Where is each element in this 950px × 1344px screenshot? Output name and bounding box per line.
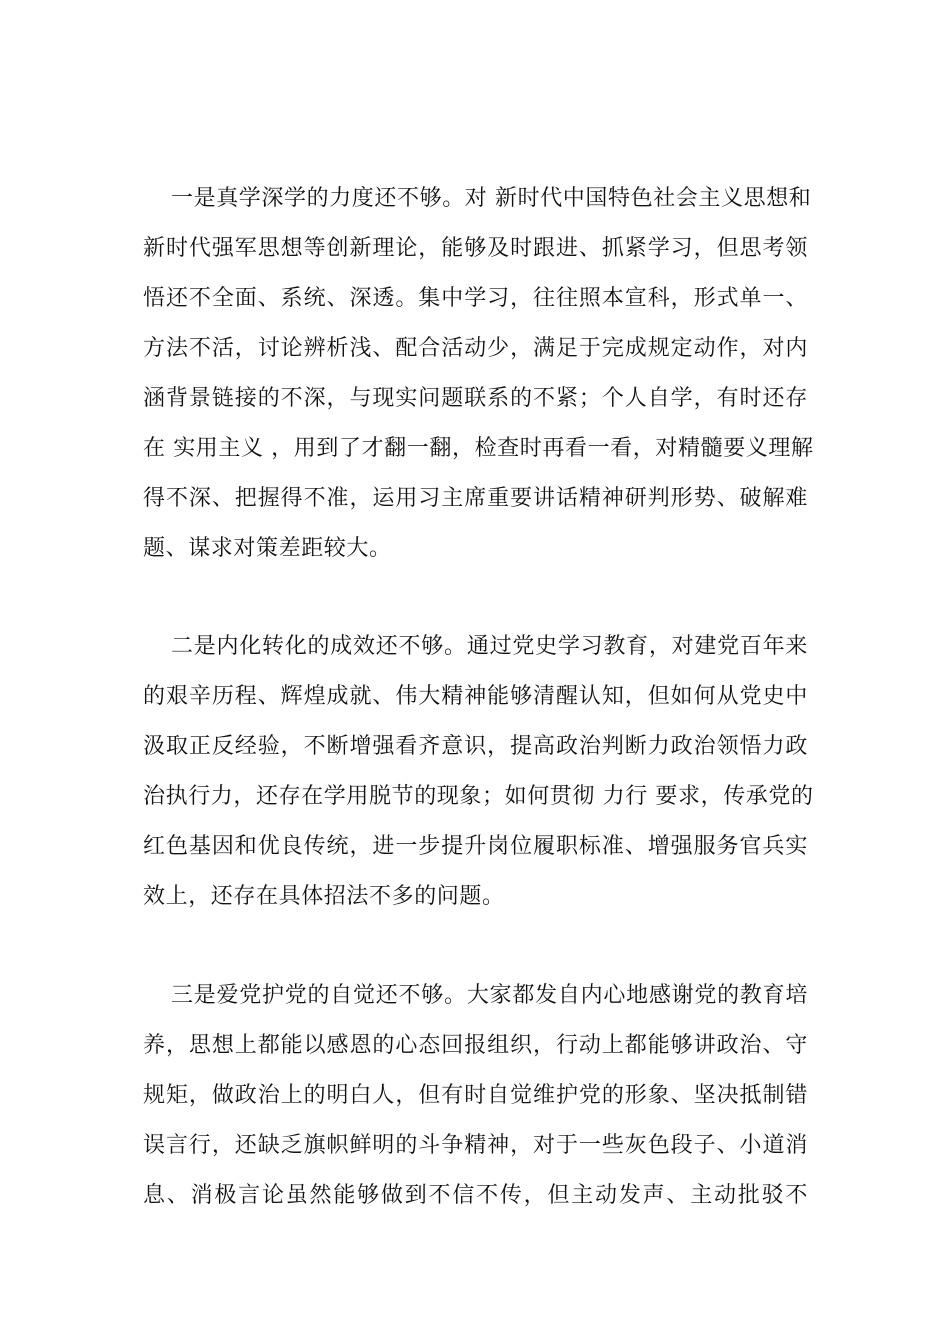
paragraph-line: 在 实用主义 ，用到了才翻一翻，检查时再看一看，对精髓要义理解 [143,436,814,461]
paragraph-line: 红色基因和优良传统，进一步提升岗位履职标准、增强服务官兵实 [143,834,808,859]
paragraph-line: 得不深、把握得不准，运用习主席重要讲话精神研判形势、破解难 [143,486,808,511]
paragraph-line: 题、谋求对策差距较大。 [143,536,392,561]
paragraph-line: 息、消极言论虽然能够做到不信不传，但主动发声、主动批驳不 [143,1183,808,1208]
paragraph-line: 二是内化转化的成效还不够。通过党史学习教育，对建党百年来 [171,634,808,659]
paragraph-line: 一是真学深学的力度还不够。对 新时代中国特色社会主义思想和 [171,186,812,211]
paragraph-line: 汲取正反经验，不断增强看齐意识，提高政治判断力政治领悟力政 [143,734,808,759]
paragraph-line: 的艰辛历程、辉煌成就、伟大精神能够清醒认知，但如何从党史中 [143,684,808,709]
paragraph-line: 悟还不全面、系统、深透。集中学习，往往照本宣科，形式单一、 [143,286,808,311]
paragraph-line: 规矩，做政治上的明白人，但有时自觉维护党的形象、坚决抵制错 [143,1083,808,1108]
paragraph-line: 效上，还存在具体招法不多的问题。 [143,884,505,909]
paragraph-line: 治执行力，还存在学用脱节的现象；如何贯彻 力行 要求，传承党的 [143,784,814,809]
paragraph-line: 误言行，还缺乏旗帜鲜明的斗争精神，对于一些灰色段子、小道消 [143,1133,808,1158]
paragraph-internalization [143,622,814,922]
paragraph-study-depth [143,174,814,574]
paragraph-line: 新时代强军思想等创新理论，能够及时跟进、抓紧学习，但思考领 [143,236,808,261]
paragraph-line: 涵背景链接的不深，与现实问题联系的不紧；个人自学，有时还存 [143,386,808,411]
paragraph-line: 方法不活，讨论辨析浅、配合活动少，满足于完成规定动作，对内 [143,336,808,361]
paragraph-party-loyalty [143,971,808,1221]
paragraph-line: 三是爱党护党的自觉还不够。大家都发自内心地感谢党的教育培 [171,983,808,1008]
paragraph-line: 养，思想上都能以感恩的心态回报组织，行动上都能够讲政治、守 [143,1033,808,1058]
